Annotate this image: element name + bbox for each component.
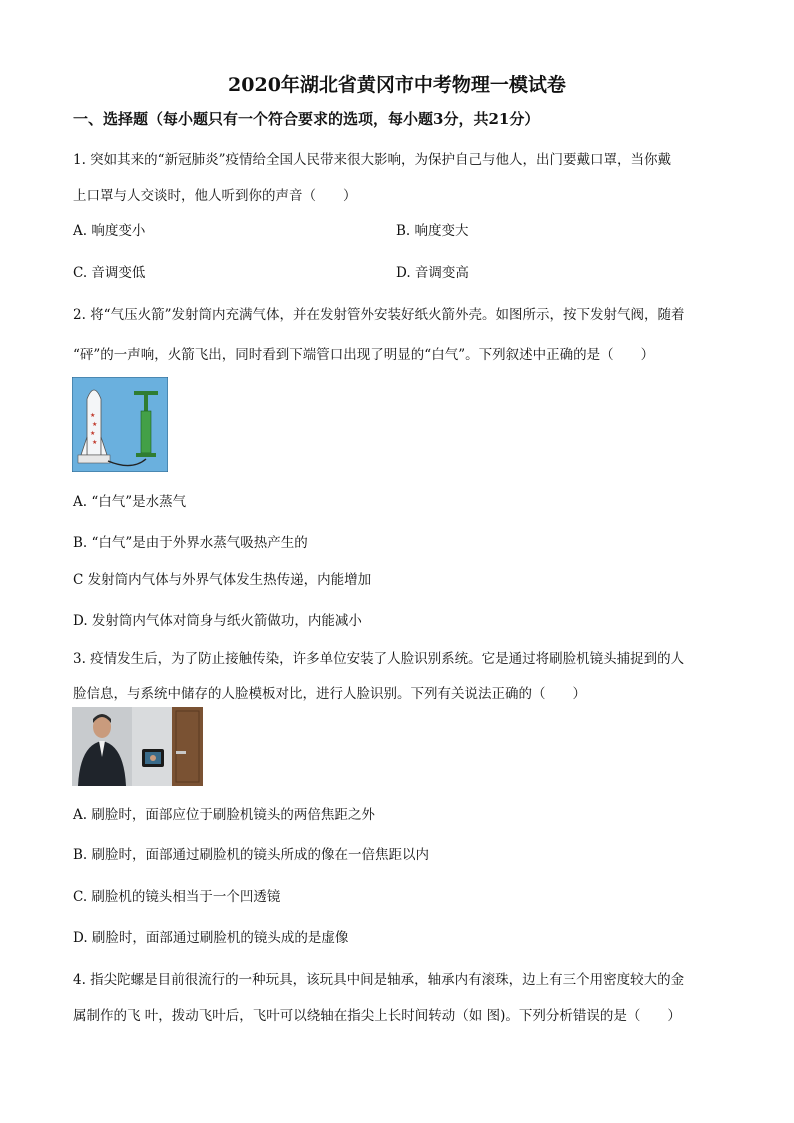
question-2-option-a: A. “白气”是水蒸气: [73, 494, 187, 510]
question-1-option-c: C. 音调变低: [73, 265, 146, 281]
question-1-line-1: 1. 突如其来的“新冠肺炎”疫情给全国人民带来很大影响，为保护自己与他人，出门要戴口罩，当你戴: [73, 152, 671, 168]
question-2-option-c: C 发射筒内气体与外界气体发生热传递，内能增加: [73, 572, 372, 588]
question-3-option-c: C. 刷脸机的镜头相当于一个凹透镜: [73, 889, 281, 905]
page-title: 2020年湖北省黄冈市中考物理一模试卷: [228, 74, 566, 96]
svg-text:★: ★: [90, 430, 96, 437]
face-recognition-photo: [72, 707, 203, 786]
question-3-option-d: D. 刷脸时，面部通过刷脸机的镜头成的是虚像: [73, 930, 349, 946]
question-4-line-2: 属制作的飞 叶，拨动飞叶后，飞叶可以绕轴在指尖上长时间转动（如 图)。下列分析错误的是（ ）: [73, 1008, 681, 1024]
question-3-line-1: 3. 疫情发生后，为了防止接触传染，许多单位安装了人脸识别系统。它是通过将刷脸机镜头捕捉到的人: [73, 651, 685, 667]
air-pressure-rocket-figure: [72, 377, 168, 472]
question-2-option-d: D. 发射筒内气体对筒身与纸火箭做功，内能减小: [73, 613, 362, 629]
question-1-line-2: 上口罩与人交谈时，他人听到你的声音（ ）: [73, 188, 357, 204]
section-heading: 一、选择题（每小题只有一个符合要求的选项，每小题3分，共21分）: [73, 110, 540, 128]
question-3-line-2: 脸信息，与系统中储存的人脸模板对比，进行人脸识别。下列有关说法正确的（ ）: [73, 686, 586, 702]
question-1-option-d: D. 音调变高: [396, 265, 469, 281]
question-4-line-1: 4. 指尖陀螺是目前很流行的一种玩具，该玩具中间是轴承，轴承内有滚珠，边上有三个用密度较大的金: [73, 972, 685, 988]
question-2-line-2: “砰”的一声响，火箭飞出，同时看到下端管口出现了明显的“白气”。下列叙述中正确的是（ ）: [73, 347, 655, 363]
question-3-option-a: A. 刷脸时，面部应位于刷脸机镜头的两倍焦距之外: [73, 807, 375, 823]
question-2-option-b: B. “白气”是由于外界水蒸气吸热产生的: [73, 535, 308, 551]
question-2-line-1: 2. 将“气压火箭”发射筒内充满气体，并在发射管外安装好纸火箭外壳。如图所示，按下发射气阀，随着: [73, 307, 685, 323]
question-1-option-a: A. 响度变小: [73, 223, 146, 239]
question-1-option-b: B. 响度变大: [396, 223, 469, 239]
svg-text:★: ★: [92, 439, 98, 446]
question-3-option-b: B. 刷脸时，面部通过刷脸机的镜头所成的像在一倍焦距以内: [73, 847, 430, 863]
svg-text:★: ★: [90, 412, 96, 419]
svg-text:★: ★: [92, 421, 98, 428]
